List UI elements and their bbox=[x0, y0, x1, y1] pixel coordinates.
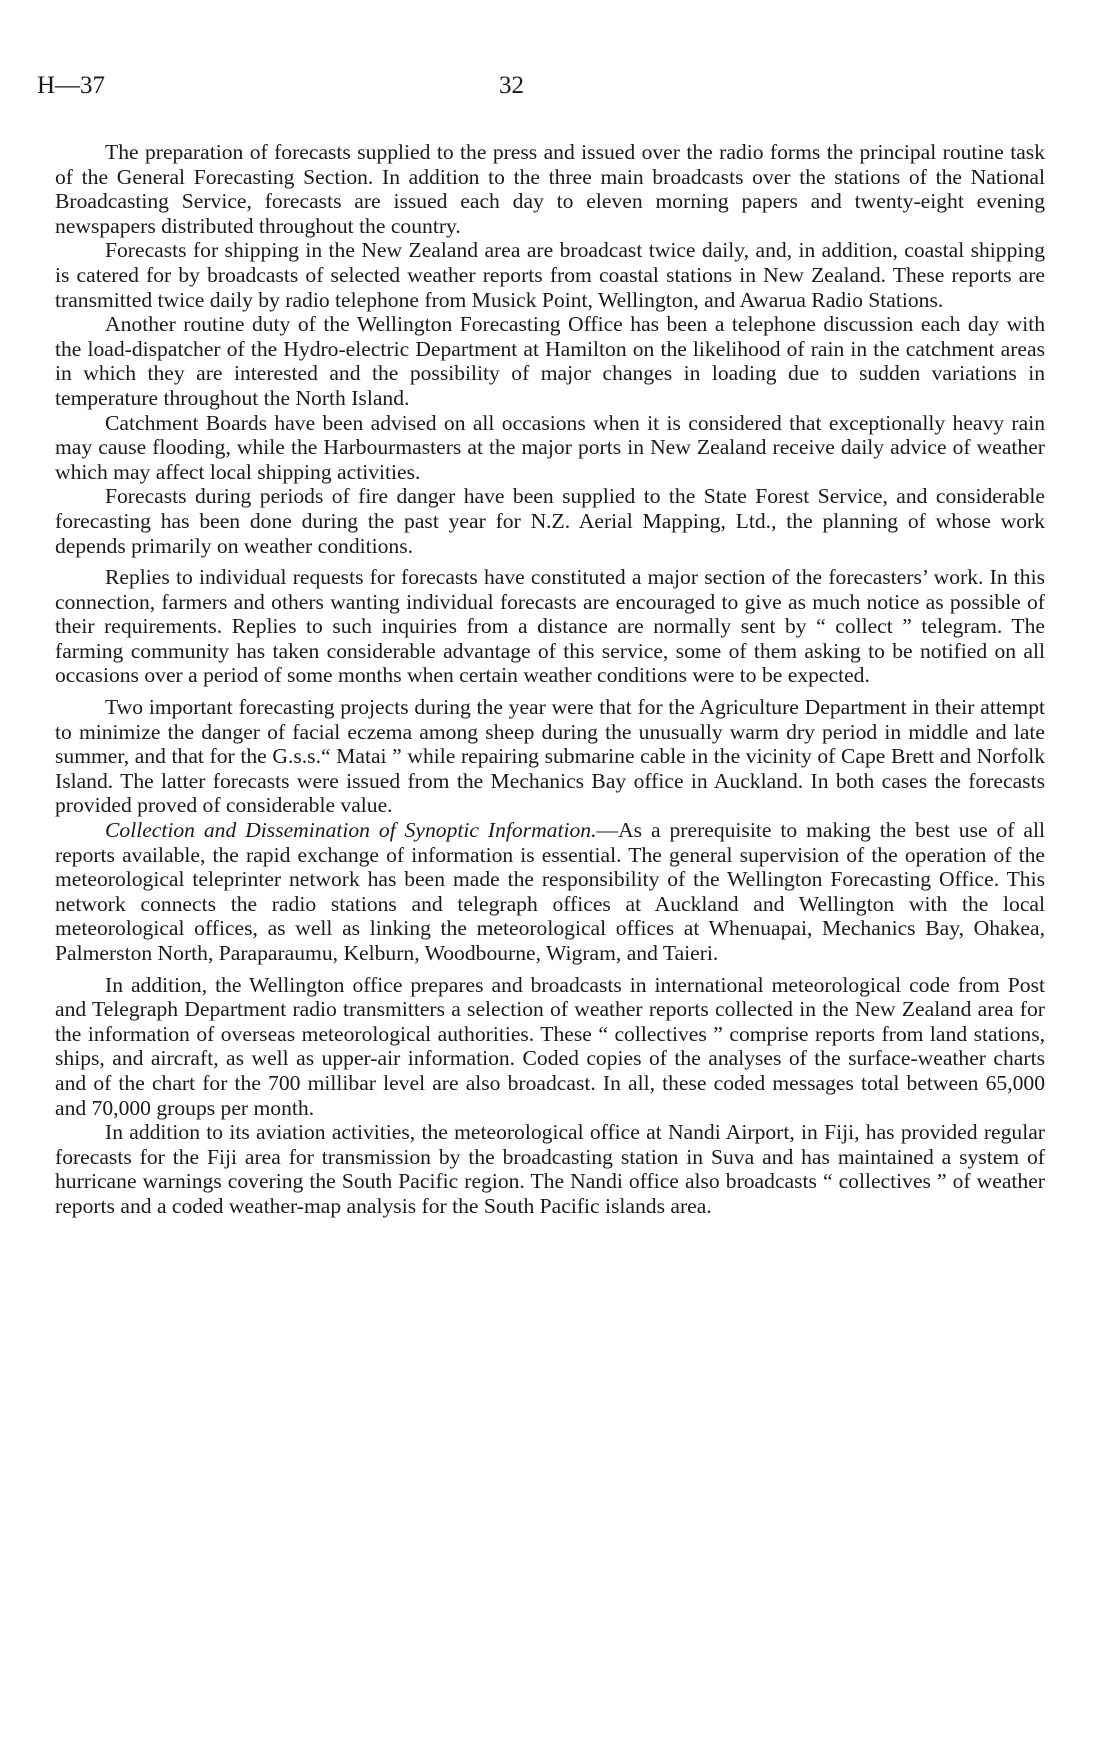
paragraph-collection-dissemination bbox=[55, 818, 1045, 966]
paragraph-press-forecasts: The preparation of forecasts supplied to the press and issued over the radio forms the principal routine task of the General Forecasting Section. In addition to the three main broadcasts over the stations of the National Broadcasting Service, forecasts are issued each day to eleven morning papers and twenty-eight evening newspapers distributed throughout the country. bbox=[55, 140, 1045, 238]
paragraph-forecasting-projects: Two important forecasting projects during the year were that for the Agriculture Department in their attempt to minimize the danger of facial eczema among sheep during the unusually warm dry period in middle and late summer, and that for the G.s.s.“ Matai ” while repairing submarine cable in the vicinity of Cape Brett and Norfolk Island. The latter forecasts were issued from the Mechanics Bay office in Auckland. In both cases the forecasts provided proved of considerable value. bbox=[55, 695, 1045, 818]
paragraph-individual-requests: Replies to individual requests for forecasts have constituted a major section of the forecasters’ work. In this connection, farmers and others wanting individual forecasts are encouraged to give as much notice as possible of their requirements. Replies to such inquiries from a distance are normally sent by “ collect ” telegram. The farming community has taken considerable advantage of this service, some of them asking to be notified on all occasions over a period of some months when certain weather conditions were to be expected. bbox=[55, 565, 1045, 688]
section-heading: Collection and Dissemination of Synoptic Information. bbox=[105, 818, 597, 843]
page-number: 32 bbox=[499, 72, 524, 99]
paragraph-catchment-boards: Catchment Boards have been advised on all occasions when it is considered that exceptionally heavy rain may cause flooding, while the Harbourmasters at the major ports in New Zealand receive daily advice of weather which may affect local shipping activities. bbox=[55, 410, 1045, 484]
section-lead-text: —As a prerequisite to making the best use of all reports available, the rapid exchange of information is essential. The general supervision of the operation of the meteorological teleprinter network has been made the responsibility of the Wellington Forecasting Office. This network connects the radio stations and telegraph offices at Auckland and Wellington with the local meteorological offices, as well as linking the meteorological offices at Whenuapai, Mechanics Bay, Ohakea, Palmerston North, Paraparaumu, Kelburn, Woodbourne, Wigram, and Taieri. bbox=[55, 818, 1045, 965]
paragraph-international-code: In addition, the Wellington office prepares and broadcasts in international meteorological code from Post and Telegraph Department radio transmitters a selection of weather reports collected in the New Zealand area for the information of overseas meteorological authorities. These “ collectives ” comprise reports from land stations, ships, and aircraft, as well as upper-air information. Coded copies of the analyses of the surface-weather charts and of the chart for the 700 millibar level are also broadcast. In all, these coded messages total between 65,000 and 70,000 groups per month. bbox=[55, 972, 1045, 1120]
page-header bbox=[37, 72, 1037, 106]
paragraph-hydro-electric: Another routine duty of the Wellington Forecasting Office has been a telephone discussion each day with the load-dispatcher of the Hydro-electric Department at Hamilton on the likelihood of rain in the catchment areas in which they are interested and the possibility of major changes in loading due to sudden variations in temperature throughout the North Island. bbox=[55, 312, 1045, 410]
paragraph-shipping-forecasts: Forecasts for shipping in the New Zealand area are broadcast twice daily, and, in addition, coastal shipping is catered for by broadcasts of selected weather reports from coastal stations in New Zealand. These reports are transmitted twice daily by radio telephone from Musick Point, Wellington, and Awarua Radio Stations. bbox=[55, 238, 1045, 312]
paragraph-nandi-office: In addition to its aviation activities, the meteorological office at Nandi Airport, in Fiji, has provided regular forecasts for the Fiji area for transmission by the broadcasting station in Suva and has maintained a system of hurricane warnings covering the South Pacific region. The Nandi office also broadcasts “ collectives ” of weather reports and a coded weather-map analysis for the South Pacific islands area. bbox=[55, 1120, 1045, 1218]
body-text bbox=[55, 140, 1045, 1219]
paragraph-fire-danger: Forecasts during periods of fire danger have been supplied to the State Forest Service, and considerable forecasting has been done during the past year for N.Z. Aerial Mapping, Ltd., the planning of whose work depends primarily on weather conditions. bbox=[55, 484, 1045, 558]
document-reference: H—37 bbox=[37, 72, 106, 99]
